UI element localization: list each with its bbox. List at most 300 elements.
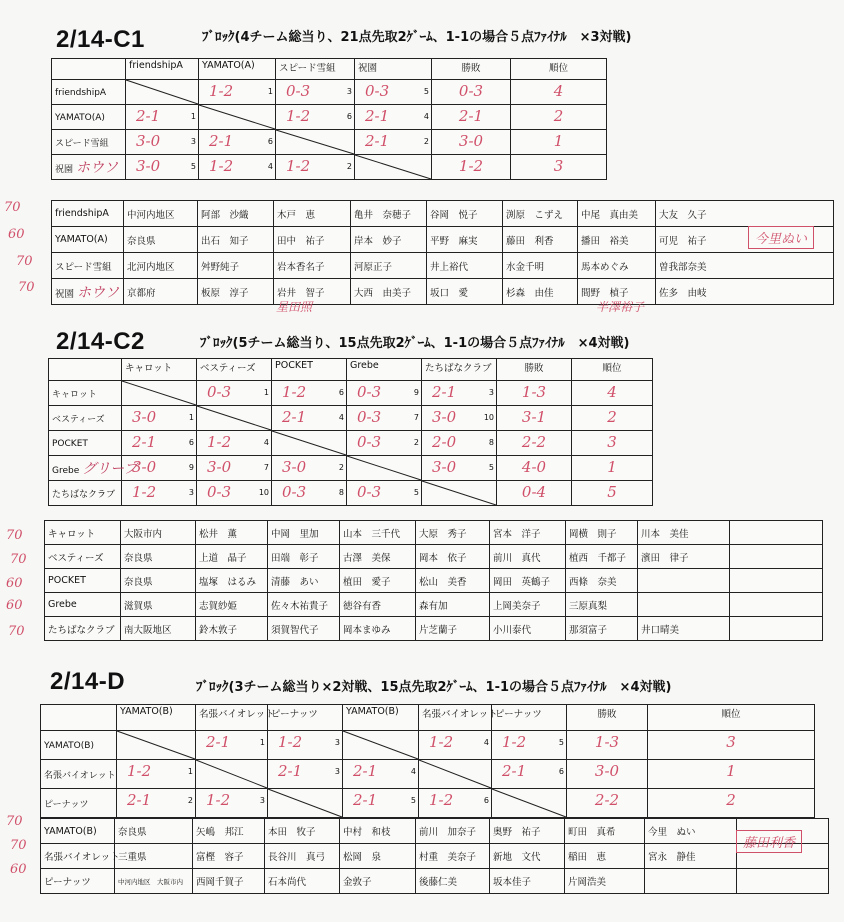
column-header [41, 705, 117, 731]
column-header: POCKET [272, 359, 347, 381]
score-cell [497, 406, 572, 431]
c1-side-mark: 70 [18, 280, 35, 295]
table-row [49, 481, 653, 506]
member-name: 宮本 洋子 [490, 521, 566, 545]
column-header: 順位 [648, 705, 815, 731]
team-area: 南大阪地区 [121, 617, 196, 641]
match-order-number: 5 [413, 488, 419, 497]
handwritten-score: 3-0 [136, 157, 161, 175]
member-name: 水金千明 [503, 253, 578, 279]
column-header: 順位 [511, 59, 607, 80]
c2-side-mark: 70 [10, 552, 27, 567]
member-name: 佐多 由岐 [656, 279, 834, 305]
team-name: POCKET [52, 438, 88, 449]
score-cell [422, 431, 497, 456]
self-match-cell [343, 731, 419, 760]
diagonal-slash [343, 731, 418, 759]
score-cell [117, 760, 196, 789]
member-name: 中岡 里加 [268, 521, 340, 545]
c2-side-mark: 60 [6, 576, 23, 591]
d-results-table [40, 704, 815, 818]
member-name: 今里 ぬい [645, 819, 737, 844]
match-order-number: 4 [338, 413, 344, 422]
member-name: 山本 三千代 [340, 521, 416, 545]
score-cell [196, 731, 268, 760]
rank-value: 4 [553, 82, 564, 100]
column-header: 勝敗 [497, 359, 572, 381]
d-substitute-note: 藤田利香 [736, 830, 802, 853]
match-order-number: 3 [334, 738, 340, 747]
team-name: キャロット [52, 389, 97, 400]
table-row [52, 80, 607, 105]
member-name: 西岡千賀子 [193, 869, 265, 894]
match-order-number: 3 [334, 767, 340, 776]
roster-row [45, 617, 823, 641]
team-area: 北河内地区 [124, 253, 198, 279]
handwritten-score: 2-1 [365, 132, 390, 150]
column-header [52, 59, 126, 80]
roster-row [41, 844, 829, 869]
team-area: 奈良県 [115, 819, 193, 844]
score-cell [355, 80, 432, 105]
member-name: 岡本まゆみ [340, 617, 416, 641]
score-cell [355, 130, 432, 155]
member-name: 坂口 愛 [427, 279, 503, 305]
team-name: スピード雪組 [55, 138, 109, 149]
match-order-number: 1 [259, 738, 265, 747]
match-order-number: 10 [483, 413, 494, 422]
self-match-cell [419, 760, 492, 789]
score-cell [419, 731, 492, 760]
handwritten-score: 1-2 [502, 733, 527, 751]
table-row [41, 731, 815, 760]
member-name: 矢嶋 邦江 [193, 819, 265, 844]
member-name: 上岡美奈子 [490, 593, 566, 617]
member-name: 奥野 祐子 [490, 819, 565, 844]
handwritten-score: 2-1 [353, 762, 378, 780]
team-name: POCKET [48, 575, 86, 586]
member-name: 岡横 則子 [566, 521, 638, 545]
handwritten-score: 3-0 [432, 458, 457, 476]
team-area: 奈良県 [124, 227, 198, 253]
c1-side-mark: 70 [4, 200, 21, 215]
score-cell [126, 155, 199, 180]
member-name: 清藤 あい [268, 569, 340, 593]
member-name: 平野 麻実 [427, 227, 503, 253]
score-cell [276, 80, 355, 105]
score-cell [422, 406, 497, 431]
row-team-cell [49, 431, 122, 456]
rank-value: 3 [726, 733, 736, 751]
member-name: 三原真梨 [566, 593, 638, 617]
roster-team-cell [52, 201, 124, 227]
match-order-number: 4 [267, 162, 273, 171]
score-cell [122, 456, 197, 481]
match-order-number: 7 [413, 413, 419, 422]
handwritten-team-mark: グリーブ [82, 461, 138, 477]
member-name: 杉森 由佳 [503, 279, 578, 305]
member-name: 新地 文代 [490, 844, 565, 869]
score-cell [276, 155, 355, 180]
row-team-cell [52, 155, 126, 180]
win-loss-value: 3-0 [594, 762, 620, 780]
self-match-cell [199, 105, 276, 130]
score-cell [572, 481, 653, 506]
c2-side-mark: 70 [8, 624, 25, 639]
rank-value: 1 [726, 762, 736, 780]
handwritten-score: 1-2 [207, 433, 232, 451]
column-header: 勝敗 [432, 59, 511, 80]
handwritten-score: 3-0 [282, 458, 307, 476]
roster-row [52, 201, 834, 227]
team-name: たちばなクラブ [52, 489, 116, 500]
handwritten-score: 0-3 [357, 483, 382, 501]
score-cell [197, 431, 272, 456]
score-cell [511, 130, 607, 155]
diagonal-slash [197, 406, 271, 430]
member-name: 坂本佳子 [490, 869, 565, 894]
row-team-cell [52, 80, 126, 105]
handwritten-score: 2-1 [136, 107, 161, 125]
match-order-number: 1 [190, 112, 196, 121]
member-name: 植田 愛子 [340, 569, 416, 593]
self-match-cell [196, 760, 268, 789]
match-order-number: 10 [258, 488, 269, 497]
handwritten-score: 2-1 [365, 107, 390, 125]
member-name: 板原 淳子 [198, 279, 274, 305]
member-name: 鈴木敦子 [196, 617, 268, 641]
win-loss-value: 3-1 [521, 408, 547, 426]
member-name: 亀井 奈穂子 [351, 201, 427, 227]
roster-row [45, 545, 823, 569]
score-cell [648, 760, 815, 789]
member-name: 岸本 妙子 [351, 227, 427, 253]
d-side-mark: 60 [10, 862, 27, 877]
diagonal-slash [492, 789, 566, 817]
team-name: 名張バイオレット [44, 770, 116, 781]
member-name: 大西 由美子 [351, 279, 427, 305]
d-roster-table [40, 818, 829, 894]
handwritten-score: 2-1 [432, 383, 457, 401]
diagonal-slash [196, 760, 267, 788]
match-order-number: 1 [263, 388, 269, 397]
diagonal-slash [268, 789, 342, 817]
score-cell [648, 789, 815, 818]
team-name: スピード雪組 [55, 261, 112, 273]
row-team-cell [41, 760, 117, 789]
score-cell [572, 431, 653, 456]
member-name: 可児 祐子 [656, 227, 834, 253]
score-cell [272, 406, 347, 431]
diagonal-slash [347, 456, 421, 480]
handwritten-team-mark: ホウソ [76, 160, 119, 176]
d-description: ﾌﾞﾛｯｸ(3チーム総当り×2対戦、15点先取2ｹﾞｰﾑ、1-1の場合５点ﾌｧｲﾅﾙ ×4対戦) [196, 680, 672, 695]
score-cell [648, 731, 815, 760]
handwritten-score: 3-0 [432, 408, 457, 426]
roster-row [52, 253, 834, 279]
score-cell [347, 406, 422, 431]
match-order-number: 8 [488, 438, 494, 447]
member-name: 松井 薫 [196, 521, 268, 545]
score-cell [199, 155, 276, 180]
match-order-number: 2 [423, 137, 429, 146]
member-name: 金敦子 [340, 869, 416, 894]
diagonal-slash [355, 155, 431, 179]
rank-value: 2 [607, 408, 617, 426]
member-name: 岩本香名子 [274, 253, 351, 279]
score-cell [196, 789, 268, 818]
match-order-number: 6 [338, 388, 344, 397]
roster-team-cell [45, 545, 121, 569]
handwritten-score: 0-3 [282, 483, 307, 501]
handwritten-score: 2-1 [278, 762, 303, 780]
roster-row [52, 227, 834, 253]
score-cell [126, 130, 199, 155]
handwritten-score: 1-2 [278, 733, 303, 751]
match-order-number: 5 [488, 463, 494, 472]
score-cell [343, 789, 419, 818]
roster-team-cell [41, 869, 115, 894]
c1-side-mark: 70 [16, 254, 33, 269]
win-loss-value: 0-3 [458, 82, 484, 100]
score-cell [432, 80, 511, 105]
column-header: friendshipA [126, 59, 199, 80]
win-loss-value: 0-4 [521, 483, 547, 501]
column-header: YAMATO(B) [117, 705, 196, 731]
team-name: ピーナッツ [44, 799, 89, 810]
diagonal-slash [422, 481, 496, 505]
match-order-number: 4 [423, 112, 429, 121]
team-area: 三重県 [115, 844, 193, 869]
score-cell [122, 481, 197, 506]
rank-value: 3 [607, 433, 617, 451]
c2-side-mark: 60 [6, 598, 23, 613]
member-name [645, 869, 737, 894]
column-header: ピーナッツ [492, 705, 567, 731]
score-cell [355, 105, 432, 130]
match-order-number: 6 [346, 112, 352, 121]
handwritten-score: 2-0 [432, 433, 457, 451]
member-name: 井口晴美 [638, 617, 730, 641]
self-match-cell [117, 731, 196, 760]
c2-roster-table [44, 520, 823, 641]
table-row [49, 381, 653, 406]
handwritten-score: 0-3 [286, 82, 311, 100]
score-cell [272, 481, 347, 506]
handwritten-score: 1-2 [132, 483, 157, 501]
handwritten-score: 0-3 [207, 483, 232, 501]
roster-row [45, 569, 823, 593]
c1-note: 半澤裕子 [596, 300, 645, 314]
rank-value: 3 [553, 157, 564, 175]
column-header: 勝敗 [567, 705, 648, 731]
score-cell [497, 381, 572, 406]
match-order-number: 3 [188, 488, 194, 497]
team-name: ベスティーズ [48, 552, 104, 564]
member-name: 植西 千都子 [566, 545, 638, 569]
score-cell [347, 431, 422, 456]
row-team-cell [41, 789, 117, 818]
column-header: YAMATO(B) [343, 705, 419, 731]
team-name: YAMATO(B) [44, 740, 94, 751]
roster-team-cell [52, 227, 124, 253]
column-header [49, 359, 122, 381]
score-cell [422, 381, 497, 406]
self-match-cell [122, 381, 197, 406]
match-order-number: 3 [190, 137, 196, 146]
self-match-cell [422, 481, 497, 506]
team-name: friendshipA [55, 87, 107, 98]
member-name: 町田 真希 [565, 819, 645, 844]
member-name: 村重 美奈子 [416, 844, 490, 869]
member-name: 川本 美佳 [638, 521, 730, 545]
match-order-number: 1 [267, 87, 273, 96]
member-name [638, 569, 730, 593]
member-name: 河原正子 [351, 253, 427, 279]
handwritten-score: 2-1 [502, 762, 527, 780]
handwritten-score: 2-1 [209, 132, 234, 150]
score-cell [567, 789, 648, 818]
member-name: 後藤仁美 [416, 869, 490, 894]
self-match-cell [272, 431, 347, 456]
match-order-number: 4 [410, 767, 416, 776]
member-name: 片芝蘭子 [416, 617, 490, 641]
win-loss-value: 4-0 [521, 458, 547, 476]
team-name: ベスティーズ [52, 414, 105, 425]
member-name: 岩井 智子 [274, 279, 351, 305]
match-order-number: 3 [488, 388, 494, 397]
handwritten-score: 1-2 [209, 82, 234, 100]
handwritten-score: 0-3 [365, 82, 390, 100]
member-name: 藤田 利香 [503, 227, 578, 253]
rank-value: 1 [553, 132, 564, 150]
match-order-number: 4 [483, 738, 489, 747]
win-loss-value: 2-2 [521, 433, 547, 451]
member-name [730, 569, 823, 593]
member-name [730, 545, 823, 569]
row-team-cell [41, 731, 117, 760]
c1-roster-table [51, 200, 834, 305]
score-cell [347, 481, 422, 506]
member-name: 岡本 依子 [416, 545, 490, 569]
roster-team-cell [45, 593, 121, 617]
handwritten-score: 2-1 [127, 791, 152, 809]
score-cell [497, 481, 572, 506]
c1-note: 星田照 [276, 300, 313, 314]
score-cell [432, 130, 511, 155]
score-cell [122, 406, 197, 431]
member-name: 石本尚代 [265, 869, 340, 894]
table-row [41, 760, 815, 789]
match-order-number: 9 [413, 388, 419, 397]
score-cell [347, 381, 422, 406]
score-cell [199, 130, 276, 155]
match-order-number: 6 [267, 137, 273, 146]
member-name: 中尾 真由美 [578, 201, 656, 227]
row-team-cell [49, 381, 122, 406]
score-cell [199, 80, 276, 105]
column-header: キャロット [122, 359, 197, 381]
column-header: 名張バイオレット [196, 705, 268, 731]
roster-team-cell [41, 819, 115, 844]
win-loss-value: 2-2 [594, 791, 620, 809]
d-side-mark: 70 [10, 838, 27, 853]
member-name: 本田 牧子 [265, 819, 340, 844]
handwritten-score: 1-2 [429, 791, 454, 809]
score-cell [122, 431, 197, 456]
self-match-cell [197, 406, 272, 431]
team-area: 中河内地区 大阪市内 [115, 869, 193, 894]
score-cell [197, 381, 272, 406]
handwritten-score: 0-3 [357, 383, 382, 401]
member-name: 出石 知子 [198, 227, 274, 253]
member-name: 播田 裕美 [578, 227, 656, 253]
d-title: 2/14-D [50, 668, 126, 695]
roster-team-cell [52, 253, 124, 279]
win-loss-value: 3-0 [458, 132, 484, 150]
match-order-number: 3 [259, 796, 265, 805]
team-name: 祝園 [55, 288, 75, 300]
score-cell [511, 155, 607, 180]
team-name: 祝園 [55, 165, 74, 175]
match-order-number: 7 [263, 463, 269, 472]
roster-team-cell [45, 521, 121, 545]
team-name: たちばなクラブ [48, 624, 115, 636]
member-name: 井上裕代 [427, 253, 503, 279]
handwritten-score: 1-2 [286, 157, 311, 175]
table-row [41, 789, 815, 818]
member-name [730, 617, 823, 641]
row-team-cell [52, 130, 126, 155]
diagonal-slash [276, 130, 354, 154]
match-order-number: 5 [423, 87, 429, 96]
handwritten-score: 1-2 [209, 157, 234, 175]
c1-results-table [51, 58, 607, 180]
rank-value: 2 [553, 107, 564, 125]
roster-row [45, 593, 823, 617]
diagonal-slash [122, 381, 196, 405]
member-name: 岡田 英鶴子 [490, 569, 566, 593]
match-order-number: 5 [558, 738, 564, 747]
match-order-number: 5 [410, 796, 416, 805]
match-order-number: 9 [188, 463, 194, 472]
column-header: スピード雪組 [276, 59, 355, 80]
member-name: 佐々木祐貴子 [268, 593, 340, 617]
score-cell [272, 456, 347, 481]
member-name: 舛野純子 [198, 253, 274, 279]
c1-description: ﾌﾞﾛｯｸ(4チーム総当り、21点先取2ｹﾞｰﾑ、1-1の場合５点ﾌｧｲﾅﾙ ×3対戦) [202, 30, 632, 45]
member-name [730, 521, 823, 545]
team-name: YAMATO(B) [44, 825, 97, 837]
score-cell [492, 760, 567, 789]
member-name: 谷岡 悦子 [427, 201, 503, 227]
diagonal-slash [199, 105, 275, 129]
score-cell [432, 105, 511, 130]
match-order-number: 8 [338, 488, 344, 497]
match-order-number: 6 [558, 767, 564, 776]
roster-row [41, 819, 829, 844]
score-cell [511, 105, 607, 130]
member-name: 木戸 恵 [274, 201, 351, 227]
match-order-number: 2 [187, 796, 193, 805]
table-row [49, 456, 653, 481]
row-team-cell [49, 456, 138, 481]
roster-row [52, 279, 834, 305]
win-loss-value: 2-1 [458, 107, 484, 125]
match-order-number: 1 [187, 767, 193, 776]
member-name: 稲田 恵 [565, 844, 645, 869]
team-area: 滋賀県 [121, 593, 196, 617]
